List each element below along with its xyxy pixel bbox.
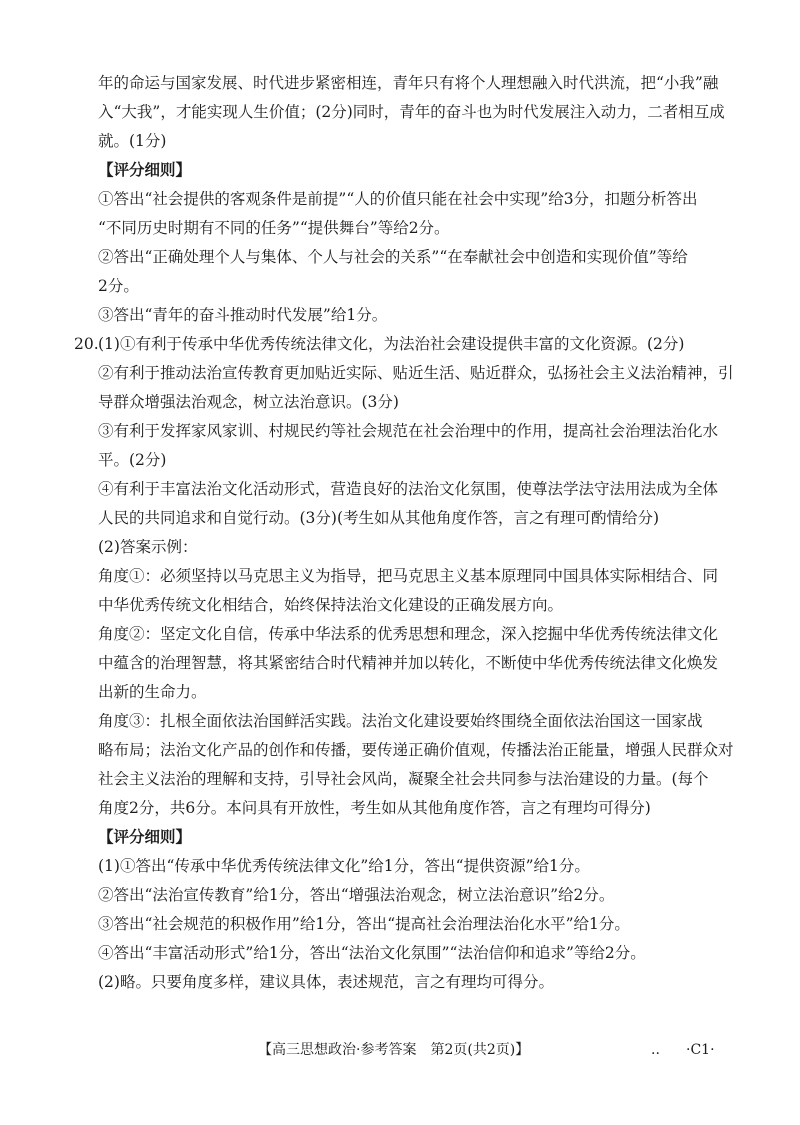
footer-code: ·C1·	[686, 1042, 715, 1058]
rubric1-line-2: “不同历史时期有不同的任务”“提供舞台”等给2分。	[98, 219, 450, 237]
rubric2-line-4: ④答出“丰富活动形式”给1分，答出“法治文化氛围”“法治信仰和追求”等给2分。	[98, 944, 646, 962]
rubric1-line-3: ②答出“正确处理个人与集体、个人与社会的关系”“在奉献社会中创造和实现价值”等给	[98, 248, 688, 266]
intro-line-1: 年的命运与国家发展、时代进步紧密相连，青年只有将个人理想融入时代洪流，把“小我”融	[98, 74, 719, 92]
q20-line-10: 中华优秀传统文化相结合，始终保持法治文化建设的正确发展方向。	[98, 596, 564, 614]
rubric-heading: 【评分细则】	[98, 161, 192, 179]
q20-line-3: 导群众增强法治观念，树立法治意识。(3分)	[98, 393, 399, 411]
rubric2-line-1: (1)①答出“传承中华优秀传统法律文化”给1分，答出“提供资源”给1分。	[98, 857, 590, 875]
rubric1-line-5: ③答出“青年的奋斗推动时代发展”给1分。	[98, 306, 388, 324]
rubric1-line-4: 2分。	[98, 277, 139, 295]
intro-line-2: 入“大我”，才能实现人生价值；(2分)同时，青年的奋斗也为时代发展注入动力，二者相互成	[98, 103, 725, 121]
question-number: 20.	[74, 335, 99, 353]
q20-line-13: 出新的生命力。	[98, 683, 207, 701]
q20-line-2: ②有利于推动法治宣传教育更加贴近实际、贴近生活、贴近群众，弘扬社会主义法治精神，引	[98, 364, 734, 382]
q20-line-6: ④有利于丰富法治文化活动形式，营造良好的法治文化氛围，使尊法学法守法用法成为全体	[98, 480, 719, 498]
q20-line-7: 人民的共同追求和自觉行动。(3分)(考生如从其他角度作答，言之有理可酌情给分)	[98, 509, 660, 527]
rubric2-line-3: ③答出“社会规范的积极作用”给1分，答出“提高社会治理法治化水平”给1分。	[98, 915, 630, 933]
rubric2-line-2: ②答出“法治宣传教育”给1分，答出“增强法治观念，树立法治意识”给2分。	[98, 886, 615, 904]
q20-line-11: 角度②：坚定文化自信，传承中华法系的优秀思想和理念，深入挖掘中华优秀传统法律文化	[98, 625, 719, 643]
q20-line-17: 角度2分，共6分。本问具有开放性，考生如从其他角度作答，言之有理均可得分)	[98, 799, 651, 817]
q20-line-14: 角度③：扎根全面依法治国鲜活实践。法治文化建设要始终围绕全面依法治国这一国家战	[98, 712, 703, 730]
q20-line-8: (2)答案示例：	[98, 538, 198, 556]
q20-line-12: 中蕴含的治理智慧，将其紧密结合时代精神并加以转化，不断使中华优秀传统法律文化焕发	[98, 654, 719, 672]
rubric-heading: 【评分细则】	[98, 828, 192, 846]
q20-line-4: ③有利于发挥家风家训、村规民约等社会规范在社会治理中的作用，提高社会治理法治化水	[98, 422, 719, 440]
footer-dots: ..	[651, 1042, 660, 1058]
rubric1-line-1: ①答出“社会提供的客观条件是前提”“人的价值只能在社会中实现”给3分，扣题分析答出	[98, 190, 698, 208]
q20-line-15: 略布局；法治文化产品的创作和传播，要传递正确价值观，传播法治正能量，增强人民群众对	[98, 741, 734, 759]
q20-line-9: 角度①：必须坚持以马克思主义为指导，把马克思主义基本原理同中国具体实际相结合、同	[98, 567, 719, 585]
q20-line-16: 社会主义法治的理解和支持，引导社会风尚，凝聚全社会共同参与法治建设的力量。(每个	[98, 770, 709, 788]
rubric2-line-5: (2)略。只要角度多样，建议具体，表述规范，言之有理均可得分。	[98, 973, 554, 991]
q20-line-5: 平。(2分)	[98, 451, 167, 469]
intro-line-3: 就。(1分)	[98, 132, 167, 150]
q20-line-1: (1)①有利于传承中华优秀传统法律文化，为法治社会建设提供丰富的文化资源。(2分)	[98, 335, 685, 353]
page-footer: 【高三思想政治·参考答案 第2页(共2页)】	[258, 1042, 530, 1058]
